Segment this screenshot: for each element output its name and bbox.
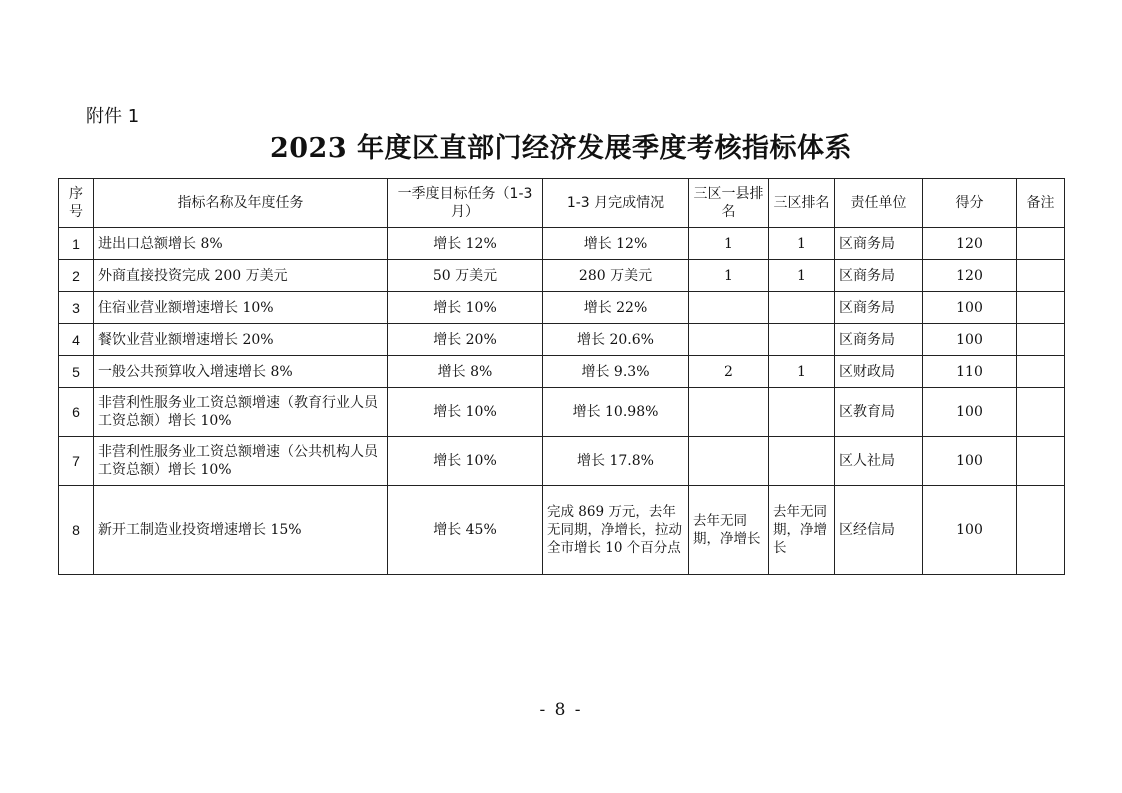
cell-indicator: 住宿业营业额增速增长 10% — [94, 292, 388, 324]
table-row — [59, 356, 1065, 388]
cell-unit: 区经信局 — [835, 486, 923, 575]
cell-seq: 2 — [59, 260, 94, 292]
table-row — [59, 260, 1065, 292]
cell-status: 增长 12% — [543, 228, 689, 260]
table-row — [59, 486, 1065, 575]
cell-rank-3d1c — [689, 292, 769, 324]
cell-seq: 8 — [59, 486, 94, 575]
cell-status: 增长 10.98% — [543, 388, 689, 437]
cell-remark — [1017, 486, 1065, 575]
cell-score: 100 — [923, 437, 1017, 486]
cell-score: 100 — [923, 388, 1017, 437]
cell-remark — [1017, 228, 1065, 260]
cell-q1-target: 增长 12% — [388, 228, 543, 260]
cell-remark — [1017, 324, 1065, 356]
cell-rank-3d: 1 — [769, 260, 835, 292]
cell-seq: 5 — [59, 356, 94, 388]
cell-q1-target: 增长 20% — [388, 324, 543, 356]
cell-indicator: 外商直接投资完成 200 万美元 — [94, 260, 388, 292]
cell-q1-target: 50 万美元 — [388, 260, 543, 292]
cell-remark — [1017, 292, 1065, 324]
header-indicator: 指标名称及年度任务 — [94, 179, 388, 228]
cell-q1-target: 增长 10% — [388, 292, 543, 324]
cell-unit: 区商务局 — [835, 260, 923, 292]
cell-q1-target: 增长 45% — [388, 486, 543, 575]
cell-score: 120 — [923, 228, 1017, 260]
cell-rank-3d — [769, 324, 835, 356]
cell-indicator: 新开工制造业投资增速增长 15% — [94, 486, 388, 575]
header-jan-mar-status: 1-3 月完成情况 — [543, 179, 689, 228]
cell-indicator: 一般公共预算收入增速增长 8% — [94, 356, 388, 388]
cell-status: 增长 20.6% — [543, 324, 689, 356]
cell-rank-3d: 去年无同期，净增长 — [769, 486, 835, 575]
indicator-table — [58, 178, 1065, 575]
cell-rank-3d1c: 去年无同期，净增长 — [689, 486, 769, 575]
cell-indicator: 非营利性服务业工资总额增速（公共机构人员工资总额）增长 10% — [94, 437, 388, 486]
cell-score: 100 — [923, 324, 1017, 356]
table-row — [59, 292, 1065, 324]
cell-unit: 区商务局 — [835, 292, 923, 324]
cell-indicator: 进出口总额增长 8% — [94, 228, 388, 260]
header-seq: 序号 — [59, 179, 94, 228]
cell-score: 100 — [923, 486, 1017, 575]
cell-remark — [1017, 260, 1065, 292]
cell-indicator: 餐饮业营业额增速增长 20% — [94, 324, 388, 356]
cell-remark — [1017, 356, 1065, 388]
cell-remark — [1017, 437, 1065, 486]
cell-score: 100 — [923, 292, 1017, 324]
cell-remark — [1017, 388, 1065, 437]
table-row — [59, 324, 1065, 356]
cell-q1-target: 增长 10% — [388, 437, 543, 486]
attachment-label: 附件 1 — [86, 106, 140, 127]
cell-status: 增长 17.8% — [543, 437, 689, 486]
cell-seq: 7 — [59, 437, 94, 486]
cell-indicator: 非营利性服务业工资总额增速（教育行业人员工资总额）增长 10% — [94, 388, 388, 437]
cell-seq: 3 — [59, 292, 94, 324]
cell-unit: 区财政局 — [835, 356, 923, 388]
cell-seq: 6 — [59, 388, 94, 437]
cell-unit: 区教育局 — [835, 388, 923, 437]
cell-rank-3d: 1 — [769, 356, 835, 388]
cell-unit: 区商务局 — [835, 324, 923, 356]
cell-unit: 区商务局 — [835, 228, 923, 260]
cell-status: 完成 869 万元，去年无同期，净增长，拉动全市增长 10 个百分点 — [543, 486, 689, 575]
cell-unit: 区人社局 — [835, 437, 923, 486]
cell-rank-3d1c: 1 — [689, 260, 769, 292]
header-remark: 备注 — [1017, 179, 1065, 228]
cell-rank-3d1c: 2 — [689, 356, 769, 388]
table-row — [59, 437, 1065, 486]
header-rank-three-districts: 三区排名 — [769, 179, 835, 228]
table-row — [59, 228, 1065, 260]
cell-rank-3d1c — [689, 324, 769, 356]
cell-status: 增长 9.3% — [543, 356, 689, 388]
cell-rank-3d — [769, 437, 835, 486]
cell-rank-3d — [769, 292, 835, 324]
cell-seq: 4 — [59, 324, 94, 356]
cell-rank-3d: 1 — [769, 228, 835, 260]
header-rank-three-districts-one-county: 三区一县排名 — [689, 179, 769, 228]
header-responsible-unit: 责任单位 — [835, 179, 923, 228]
cell-status: 增长 22% — [543, 292, 689, 324]
cell-rank-3d1c — [689, 437, 769, 486]
table-row — [59, 388, 1065, 437]
cell-seq: 1 — [59, 228, 94, 260]
table-header-row — [59, 179, 1065, 228]
cell-score: 120 — [923, 260, 1017, 292]
page-number: - 8 - — [539, 700, 583, 720]
cell-q1-target: 增长 10% — [388, 388, 543, 437]
header-score: 得分 — [923, 179, 1017, 228]
cell-rank-3d — [769, 388, 835, 437]
cell-score: 110 — [923, 356, 1017, 388]
header-q1-target: 一季度目标任务（1-3月） — [388, 179, 543, 228]
page-title: 2023 年度区直部门经济发展季度考核指标体系 — [269, 133, 853, 164]
cell-q1-target: 增长 8% — [388, 356, 543, 388]
cell-status: 280 万美元 — [543, 260, 689, 292]
cell-rank-3d1c — [689, 388, 769, 437]
cell-rank-3d1c: 1 — [689, 228, 769, 260]
